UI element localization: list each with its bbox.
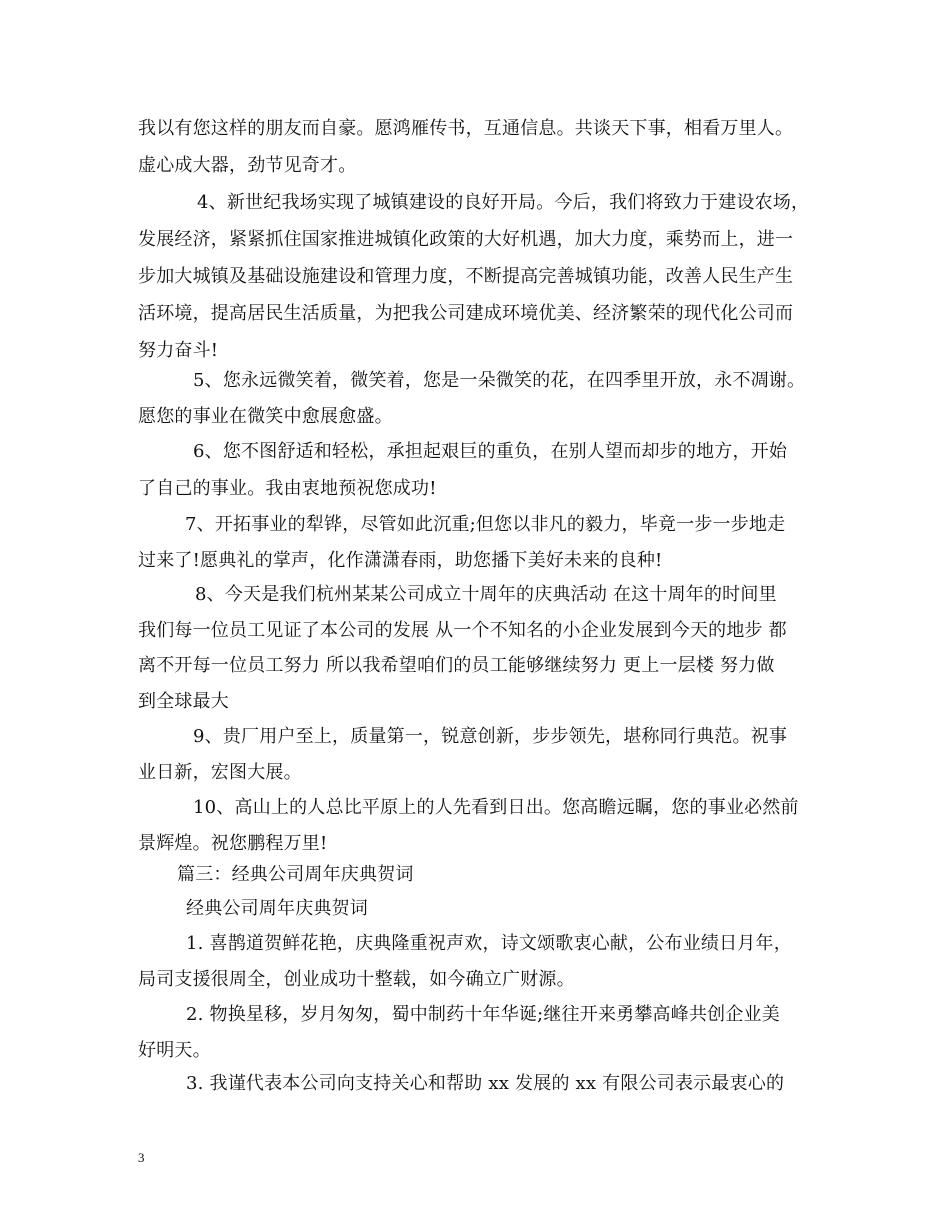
- text-line: 虚心成大器，劲节见奇才。: [138, 155, 357, 176]
- text-line: 我们每一位员工见证了本公司的发展 从一个不知名的小企业发展到今天的地步 都: [138, 620, 787, 641]
- text-line: 2. 物换星移，岁月匆匆，蜀中制药十年华诞;继往开来勇攀高峰共创企业美: [186, 1004, 780, 1025]
- text-line: 局司支援很周全，创业成功十整载，如今确立广财源。: [138, 969, 575, 990]
- text-line: 发展经济，紧紧抓住国家推进城镇化政策的大好机遇，加大力度，乘势而上，进一: [138, 229, 794, 250]
- text-line: 9、贵厂用户至上，质量第一，锐意创新，步步领先，堪称同行典范。祝事: [193, 726, 788, 747]
- text-line: 活环境，提高居民生活质量，为把我公司建成环境优美、经济繁荣的现代化公司而: [138, 303, 794, 324]
- text-line: 4、新世纪我场实现了城镇建设的良好开局。今后，我们将致力于建设农场，: [197, 192, 810, 213]
- text-line: 业日新，宏图大展。: [138, 762, 302, 783]
- text-line: 1. 喜鹊道贺鲜花艳，庆典隆重祝声欢，诗文颂歌衷心献，公布业绩日月年，: [186, 933, 792, 954]
- text-line: 景辉煌。祝您鹏程万里!: [138, 833, 328, 854]
- section-heading: 篇三：经典公司周年庆典贺词: [177, 864, 414, 885]
- text-line: 努力奋斗!: [138, 340, 219, 361]
- text-line: 好明天。: [138, 1040, 211, 1061]
- text-line: 7、开拓事业的犁铧，尽管如此沉重;但您以非凡的毅力，毕竟一步一步地走: [185, 514, 786, 535]
- subsection-title: 经典公司周年庆典贺词: [186, 898, 368, 919]
- text-line: 步加大城镇及基础设施建设和管理力度，不断提高完善城镇功能，改善人民生产生: [138, 266, 794, 287]
- text-line: 8、今天是我们杭州某某公司成立十周年的庆典活动 在这十周年的时间里: [195, 584, 777, 605]
- text-line: 6、您不图舒适和轻松，承担起艰巨的重负，在别人望而却步的地方，开始: [193, 441, 788, 462]
- text-line: 过来了!愿典礼的掌声，化作潇潇春雨，助您播下美好未来的良种!: [138, 550, 663, 571]
- text-line: 了自己的事业。我由衷地预祝您成功!: [138, 478, 437, 499]
- text-line: 5、您永远微笑着，微笑着，您是一朵微笑的花，在四季里开放，永不凋谢。: [193, 370, 806, 391]
- text-line: 10、高山上的人总比平原上的人先看到日出。您高瞻远瞩，您的事业必然前: [193, 797, 799, 818]
- text-line: 3. 我谨代表本公司向支持关心和帮助 xx 发展的 xx 有限公司表示最衷心的: [186, 1073, 785, 1094]
- text-line: 离不开每一位员工努力 所以我希望咱们的员工能够继续努力 更上一层楼 努力做: [138, 655, 775, 676]
- text-line: 愿您的事业在微笑中愈展愈盛。: [138, 406, 393, 427]
- text-line: 我以有您这样的朋友而自豪。愿鸿雁传书，互通信息。共谈天下事，相看万里人。: [138, 118, 794, 139]
- page-number: 3: [138, 1150, 145, 1165]
- text-line: 到全球最大: [138, 691, 229, 712]
